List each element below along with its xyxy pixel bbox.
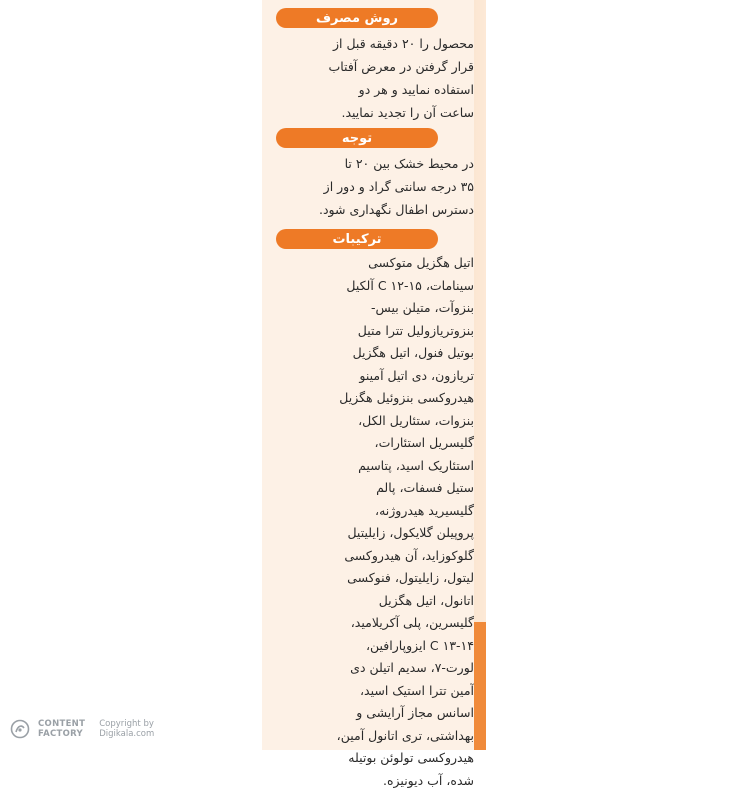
text-line: C ۱۳-۱۴ ایزوپارافین، [282, 635, 474, 658]
text-line: محصول را ۲۰ دقیقه قبل از [282, 32, 474, 55]
section-header-usage [276, 8, 438, 28]
text-line: بنزوتریازولیل تترا متیل [282, 320, 474, 343]
text-line: گلوکوزاید، آن هیدروکسی [282, 545, 474, 568]
text-line: ۳۵ درجه سانتی گراد و دور از [282, 175, 474, 198]
product-label-panel [262, 0, 486, 750]
section-title: روش مصرف [316, 11, 398, 26]
text-line: گلیسرین، پلی آکریلامید، [282, 612, 474, 635]
text-line: شده، آب دیونیزه. [282, 770, 474, 792]
panel-edge [474, 0, 486, 750]
text-line: ستیل فسفات، پالم [282, 477, 474, 500]
text-line: آمین تترا استیک اسید، [282, 680, 474, 703]
text-line: بنزوات، ستئاریل الکل، [282, 410, 474, 433]
text-line: در محیط خشک بین ۲۰ تا [282, 152, 474, 175]
watermark-brand [38, 719, 85, 739]
copyright-line: Digikala.com [99, 729, 154, 739]
text-line: هیدروکسی بنزوئیل هگزیل [282, 387, 474, 410]
text-line: لورت-۷، سدیم اتیلن دی [282, 657, 474, 680]
content-factory-logo-icon [10, 719, 30, 739]
edge-accent-stripe [474, 622, 486, 750]
text-line: بوتیل فنول، اتیل هگزیل [282, 342, 474, 365]
text-line: قرار گرفتن در معرض آفتاب [282, 55, 474, 78]
text-line: پروپیلن گلایکول، زایلیتیل [282, 522, 474, 545]
text-line: گلیسریل استئارات، [282, 432, 474, 455]
watermark [10, 714, 154, 744]
text-line: لیتول، زایلیتول، فنوکسی [282, 567, 474, 590]
brand-line: FACTORY [38, 729, 85, 739]
text-line: استئاریک اسید، پتاسیم [282, 455, 474, 478]
text-line: ساعت آن را تجدید نمایید. [282, 101, 474, 124]
text-line: هیدروکسی تولوئن بوتیله [282, 747, 474, 770]
copyright-line: Copyright by [99, 719, 154, 729]
usage-paragraph [282, 32, 474, 124]
text-line: استفاده نمایید و هر دو [282, 78, 474, 101]
text-line: سینامات، C ۱۲-۱۵ آلکیل [282, 275, 474, 298]
text-line: اتانول، اتیل هگزیل [282, 590, 474, 613]
section-title: توجه [342, 131, 372, 146]
text-line: بهداشتی، تری اتانول آمین، [282, 725, 474, 748]
text-line: گلیسیرید هیدروژنه، [282, 500, 474, 523]
section-header-caution [276, 128, 438, 148]
text-line: تریازون، دی اتیل آمینو [282, 365, 474, 388]
text-line: اتیل هگزیل متوکسی [282, 252, 474, 275]
watermark-copyright [93, 719, 154, 739]
caution-paragraph [282, 152, 474, 221]
text-line: بنزوآت، متیلن بیس- [282, 297, 474, 320]
section-header-ingredients [276, 229, 438, 249]
text-line: دسترس اطفال نگهداری شود. [282, 198, 474, 221]
text-line: اسانس مجاز آرایشی و [282, 702, 474, 725]
brand-line: CONTENT [38, 719, 85, 729]
ingredients-paragraph [282, 252, 474, 792]
section-title: ترکیبات [332, 232, 381, 247]
